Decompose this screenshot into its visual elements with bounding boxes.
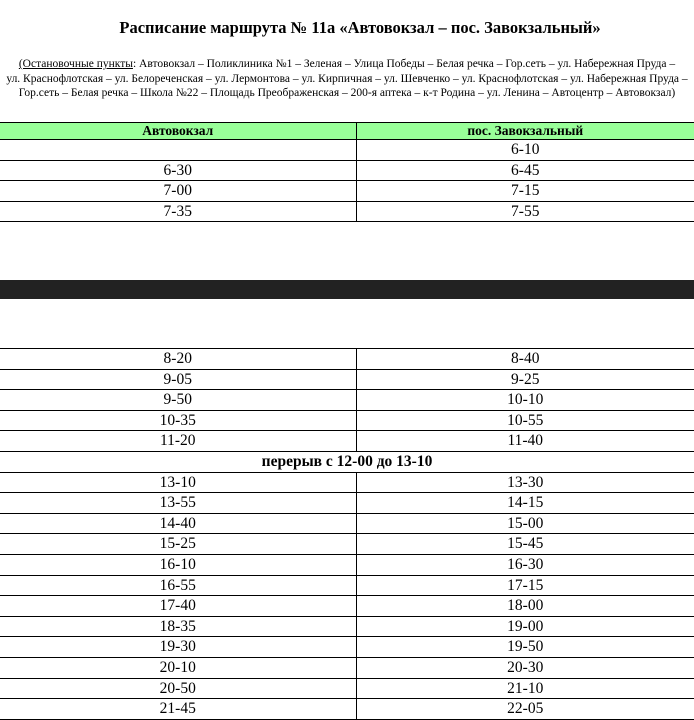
stops-line-1 [0, 57, 694, 72]
header-avtovokzal: Автовокзал [0, 123, 356, 140]
table-row [0, 513, 694, 534]
departure-avtovokzal: 19-30 [0, 637, 356, 658]
table-row [0, 140, 694, 161]
departure-zavokzalny: 11-40 [356, 431, 694, 452]
departure-zavokzalny: 15-45 [356, 534, 694, 555]
page-title: Расписание маршрута № 11а «Автовокзал – пос. Завокзальный» [119, 18, 601, 37]
departure-zavokzalny: 10-55 [356, 410, 694, 431]
departure-avtovokzal: 7-35 [0, 201, 356, 222]
departure-avtovokzal: 9-50 [0, 390, 356, 411]
departure-zavokzalny: 19-00 [356, 616, 694, 637]
table-row [0, 160, 694, 181]
departure-zavokzalny: 8-40 [356, 349, 694, 370]
departure-avtovokzal: 18-35 [0, 616, 356, 637]
stops-list [0, 57, 694, 101]
departure-avtovokzal: 8-20 [0, 349, 356, 370]
table-row [0, 493, 694, 514]
table-row [0, 181, 694, 202]
table-row [0, 699, 694, 720]
departure-avtovokzal: 20-50 [0, 678, 356, 699]
departure-avtovokzal: 11-20 [0, 431, 356, 452]
table-row [0, 534, 694, 555]
departure-zavokzalny: 16-30 [356, 554, 694, 575]
departure-zavokzalny: 17-15 [356, 575, 694, 596]
departure-zavokzalny: 7-55 [356, 201, 694, 222]
table-row [0, 596, 694, 617]
table-row [0, 616, 694, 637]
departure-avtovokzal: 6-30 [0, 160, 356, 181]
departure-zavokzalny: 9-25 [356, 369, 694, 390]
departure-zavokzalny: 7-15 [356, 181, 694, 202]
departure-avtovokzal: 17-40 [0, 596, 356, 617]
stops-line-1-text: : Автовокзал – Поликлиника №1 – Зеленая – Улица Победы – Белая речка – Гор.сеть – ул. Набережная Пруда – [132, 58, 676, 70]
stops-label: (Остановочные пункты [18, 58, 133, 70]
table-row [0, 410, 694, 431]
table-row [0, 390, 694, 411]
departure-avtovokzal: 20-10 [0, 657, 356, 678]
table-row [0, 575, 694, 596]
table-row [0, 349, 694, 370]
stops-line-3: Гор.сеть – Белая речка – Школа №22 – Площадь Преображенская – 200-я аптека – к-т Родина – ул. Ленина – Автоцентр – Автовокзал) [18, 87, 676, 100]
break-row [0, 451, 694, 472]
departure-avtovokzal: 13-55 [0, 493, 356, 514]
table-row [0, 657, 694, 678]
table-row [0, 369, 694, 390]
departure-zavokzalny: 14-15 [356, 493, 694, 514]
departure-zavokzalny: 6-10 [356, 140, 694, 161]
departure-avtovokzal: 15-25 [0, 534, 356, 555]
departure-zavokzalny: 22-05 [356, 699, 694, 720]
departure-avtovokzal: 16-10 [0, 554, 356, 575]
departure-zavokzalny: 18-00 [356, 596, 694, 617]
departure-zavokzalny: 6-45 [356, 160, 694, 181]
departure-zavokzalny: 21-10 [356, 678, 694, 699]
departure-avtovokzal: 21-45 [0, 699, 356, 720]
departure-zavokzalny: 15-00 [356, 513, 694, 534]
departure-avtovokzal: 14-40 [0, 513, 356, 534]
departure-avtovokzal: 16-55 [0, 575, 356, 596]
departure-avtovokzal [0, 140, 356, 161]
stops-line-2: ул. Краснофлотская – ул. Белореченская – ул. Лермонтова – ул. Кирпичная – ул. Шевченко – ул. Краснофлотская – ул. Набережная Пруда – [6, 72, 688, 85]
schedule-table-top [0, 122, 694, 222]
departure-zavokzalny: 13-30 [356, 472, 694, 493]
lunch-break-note: перерыв с 12-00 до 13-10 [0, 451, 694, 472]
departure-zavokzalny: 10-10 [356, 390, 694, 411]
table-row [0, 472, 694, 493]
header-pos-zavokzalny: пос. Завокзальный [356, 123, 694, 140]
table-header-row [0, 123, 694, 140]
schedule-table-bottom [0, 348, 694, 720]
table-row [0, 554, 694, 575]
departure-avtovokzal: 13-10 [0, 472, 356, 493]
departure-avtovokzal: 7-00 [0, 181, 356, 202]
table-row [0, 431, 694, 452]
page-break-band [0, 280, 694, 299]
departure-zavokzalny: 19-50 [356, 637, 694, 658]
departure-zavokzalny: 20-30 [356, 657, 694, 678]
table-row [0, 637, 694, 658]
departure-avtovokzal: 10-35 [0, 410, 356, 431]
departure-avtovokzal: 9-05 [0, 369, 356, 390]
table-row [0, 678, 694, 699]
table-row [0, 201, 694, 222]
